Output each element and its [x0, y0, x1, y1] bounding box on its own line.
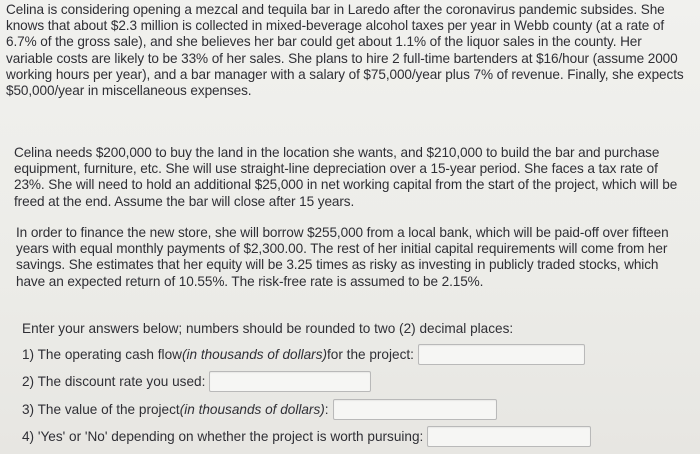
- pursue-project-input[interactable]: [427, 426, 591, 447]
- instructions-text: Enter your answers below; numbers should be rounded to two (2) decimal places:: [22, 321, 514, 336]
- question-2-label: 2) The discount rate you used:: [22, 374, 206, 389]
- question-3-units: (in thousands of dollars): [179, 402, 325, 417]
- question-1-suffix: for the project:: [327, 347, 414, 362]
- discount-rate-input[interactable]: [209, 371, 371, 392]
- problem-paragraph-2: Celina needs $200,000 to buy the land in the location she wants, and $210,000 to build the bar and purchase equipment, furniture, etc. She will use straight-line depreciation over a 15-year period. She faces a tax rate of 23%. She will need to hold an additional $25,000 in net working capital from the start of the project, which will be freed at the end. Assume the bar will close after 15 years.: [14, 145, 678, 209]
- question-2: [22, 371, 371, 392]
- problem-paragraph-3: In order to finance the new store, she will borrow $255,000 from a local bank, which will be paid-off over fifteen years with equal monthly payments of $2,300.00. The rest of her initial capital requirements will come from her savings. She estimates that her equity will be 3.25 times as risky as investing in publicly traded stocks, which have an expected return of 10.55%. The risk-free rate is assumed to be 2.15%.: [16, 225, 669, 289]
- project-value-input[interactable]: [333, 399, 497, 420]
- question-3-suffix: :: [324, 402, 329, 417]
- question-1: [22, 344, 585, 365]
- operating-cash-flow-input[interactable]: [418, 344, 585, 365]
- question-4: [22, 426, 591, 447]
- question-1-units: (in thousands of dollars): [181, 347, 328, 362]
- question-3: [22, 399, 497, 420]
- question-1-prefix: 1) The operating cash flow: [22, 347, 182, 362]
- question-3-prefix: 3) The value of the project: [22, 402, 180, 417]
- question-4-label: 4) 'Yes' or 'No' depending on whether the project is worth pursuing:: [22, 429, 424, 444]
- problem-paragraph-1: Celina is considering opening a mezcal and tequila bar in Laredo after the coronavirus pandemic subsides. She knows that about $2.3 million is collected in mixed-beverage alcohol taxes per year in Webb county (at a rate of 6.7% of the gross sale), and she believes her bar could get about 1.1% of the liquor sales in the county. Her variable costs are likely to be 33% of her sales. She plans to hire 2 full-time bartenders at $16/hour (assume 2000 working hours per year), and a bar manager with a salary of $75,000/year plus 7% of revenue. Finally, she expects $50,000/year in miscellaneous expenses.: [6, 2, 684, 99]
